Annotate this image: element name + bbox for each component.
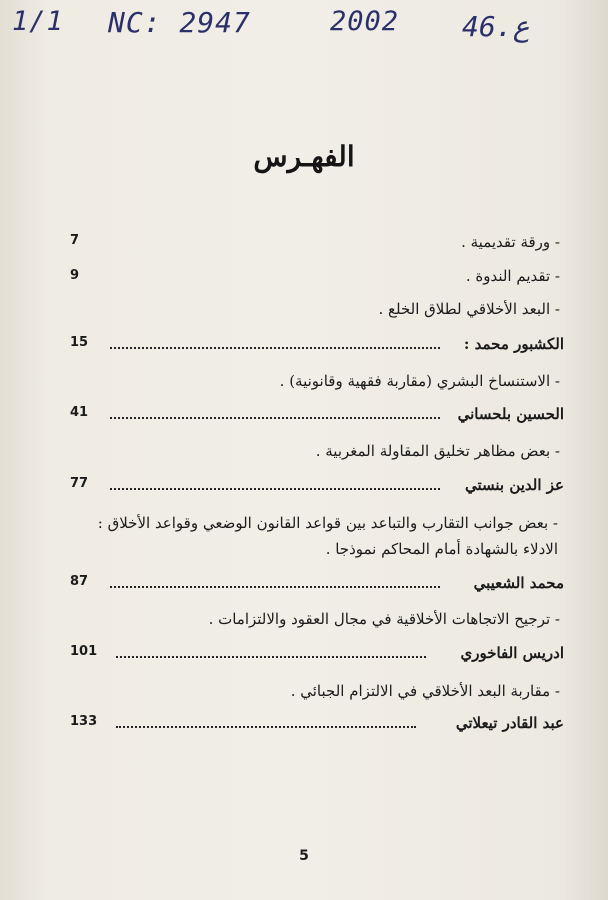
dot-leader — [110, 586, 440, 588]
page-number: 5 — [299, 848, 309, 864]
toc-author: الكشبور محمد : — [463, 335, 564, 353]
toc-entry-text: - البعد الأخلاقي لطلاق الخلع . — [378, 300, 560, 318]
toc-author: عبد القادر تيعلاتي — [455, 714, 564, 732]
toc-author: عز الدين بنستي — [465, 476, 564, 494]
toc-entry-text: - ورقة تقديمية . — [461, 233, 560, 251]
toc-page-number: 15 — [70, 335, 89, 350]
handwritten-shelf-code: 46.ع — [462, 10, 530, 43]
toc-author: ادريس الفاخوري — [460, 644, 564, 662]
handwritten-fraction: 1/1 — [12, 6, 64, 37]
toc-author-line — [70, 333, 564, 357]
dot-leader — [110, 347, 440, 349]
toc-page-number: 41 — [70, 405, 89, 420]
toc-page-number: 7 — [70, 233, 80, 248]
dot-leader — [116, 726, 416, 728]
toc-entry-text: - مقاربة البعد الأخلاقي في الالتزام الجبائي . — [290, 682, 560, 700]
toc-entry-text: - الاستنساخ البشري (مقاربة فقهية وقانونية) . — [279, 372, 560, 390]
toc-page-number: 87 — [70, 574, 89, 589]
toc-entry-text: - ترجيح الاتجاهات الأخلاقية في مجال العقود والالتزامات . — [208, 610, 560, 628]
dot-leader — [110, 417, 440, 419]
toc-entry-text: - بعض مظاهر تخليق المقاولة المغربية . — [315, 442, 560, 460]
dot-leader — [116, 656, 426, 658]
toc-author-line — [70, 712, 564, 736]
page-title: الفهـرس — [253, 140, 355, 173]
toc-entry-text: - تقديم الندوة . — [465, 267, 560, 285]
toc-author: الحسين بلحساني — [457, 405, 564, 423]
toc-author: محمد الشعيبي — [473, 574, 564, 592]
toc-entry-text: - بعض جوانب التقارب والتباعد بين قواعد القانون الوضعي وقواعد الأخلاق : الادلاء بالشهادة أمام المحاكم نموذجا . — [97, 514, 558, 558]
handwritten-year: 2002 — [330, 6, 400, 37]
toc-author-line — [70, 572, 564, 596]
toc-author-line — [70, 642, 564, 666]
toc-author-line — [70, 403, 564, 427]
toc-page-number: 133 — [70, 714, 98, 729]
toc-page-number: 101 — [70, 644, 98, 659]
toc-page-number: 77 — [70, 476, 89, 491]
toc-author-line — [70, 474, 564, 498]
dot-leader — [110, 488, 440, 490]
toc-page-number: 9 — [70, 268, 80, 283]
handwritten-catalog-number: NC: 2947 — [108, 6, 251, 39]
